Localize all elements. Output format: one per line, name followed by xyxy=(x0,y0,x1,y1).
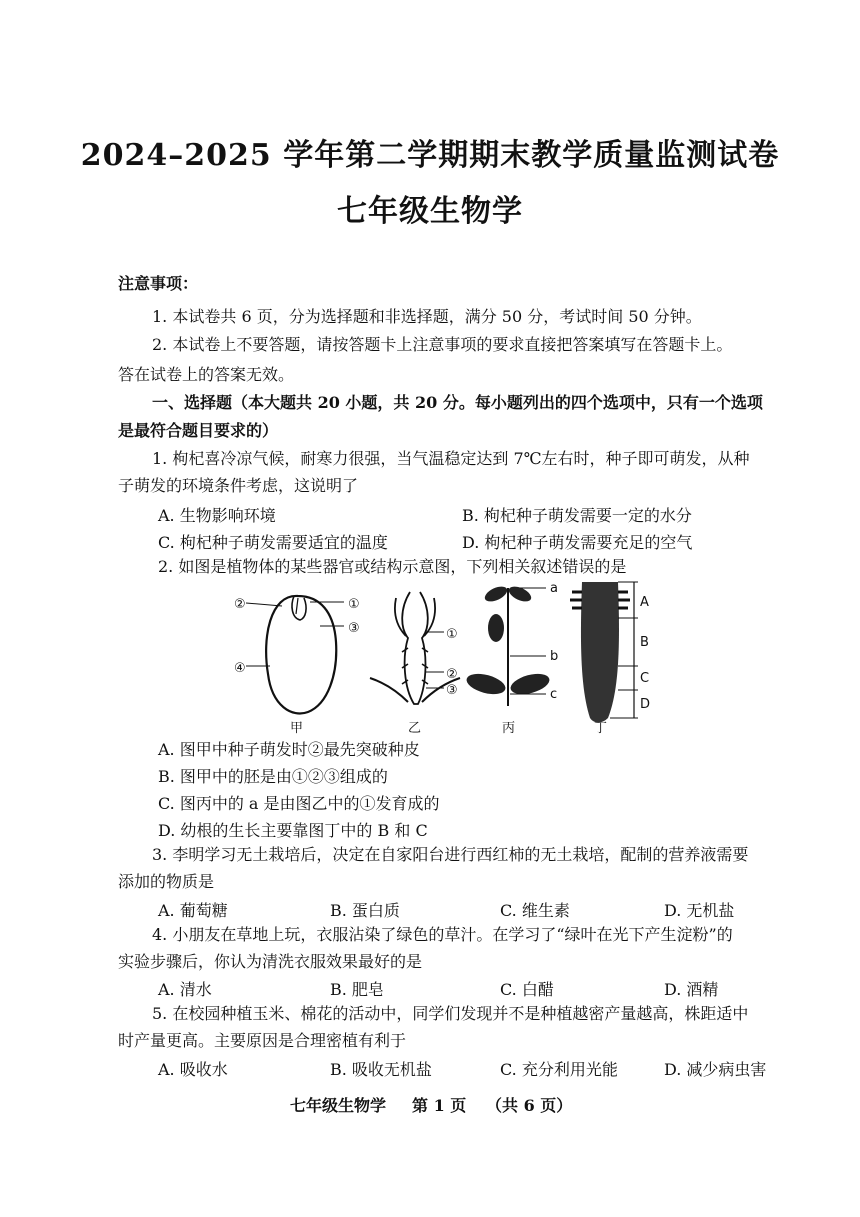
question-2-option-d: D. 幼根的生长主要靠图丁中的 B 和 C xyxy=(158,821,428,840)
seed-label-2: ② xyxy=(234,597,246,612)
question-1-stem-line2: 子萌发的环境条件考虑，这说明了 xyxy=(118,476,359,495)
figure-stem-bing xyxy=(464,581,558,736)
question-2-option-b: B. 图甲中的胚是由①②③组成的 xyxy=(158,767,388,786)
figure-root-ding xyxy=(570,582,650,736)
root-label-C: C xyxy=(640,671,650,686)
bud-label-2: ② xyxy=(446,667,458,682)
footer-page: 第 1 页 xyxy=(412,1096,467,1115)
question-4-option-a: A. 清水 xyxy=(158,980,212,999)
page-subtitle: 七年级生物学 xyxy=(337,194,523,229)
bud-label-1: ① xyxy=(446,627,458,642)
question-4-option-c: C. 白醋 xyxy=(500,980,554,999)
figure-seed-jia xyxy=(234,596,360,736)
question-3-stem-line1: 3. 李明学习无土栽培后，决定在自家阳台进行西红柿的无土栽培，配制的营养液需要 xyxy=(152,845,749,864)
question-1-stem-line1: 1. 枸杞喜冷凉气候，耐寒力很强，当气温稳定达到 7℃左右时，种子即可萌发，从种 xyxy=(152,449,750,468)
question-2-option-a: A. 图甲中种子萌发时②最先突破种皮 xyxy=(158,740,420,759)
question-1-option-b: B. 枸杞种子萌发需要一定的水分 xyxy=(462,506,692,525)
question-3-option-a: A. 葡萄糖 xyxy=(158,901,228,920)
stem-label-a: a xyxy=(550,581,558,596)
page-title: 2024–2025 学年第二学期期末教学质量监测试卷 xyxy=(80,138,780,173)
caption-bing: 丙 xyxy=(502,721,516,736)
question-4-option-b: B. 肥皂 xyxy=(330,980,384,999)
footer-subject: 七年级生物学 xyxy=(290,1096,387,1115)
question-5-stem-line1: 5. 在校园种植玉米、棉花的活动中，同学们发现并不是种植越密产量越高，株距适中 xyxy=(152,1004,749,1023)
question-5-stem-line2: 时产量更高。主要原因是合理密植有利于 xyxy=(118,1031,407,1050)
question-4-stem-line2: 实验步骤后，你认为清洗衣服效果最好的是 xyxy=(118,952,423,971)
section-heading-line1: 一、选择题（本大题共 20 小题，共 20 分。每小题列出的四个选项中，只有一个选项 xyxy=(152,393,763,412)
caption-ding: 丁 xyxy=(594,721,608,736)
seed-label-1: ① xyxy=(348,597,360,612)
stem-label-c: c xyxy=(550,687,558,702)
seed-label-4: ④ xyxy=(234,661,246,676)
question-1-option-d: D. 枸杞种子萌发需要充足的空气 xyxy=(462,533,693,552)
question-1-option-c: C. 枸杞种子萌发需要适宜的温度 xyxy=(158,533,388,552)
caption-yi: 乙 xyxy=(408,721,422,736)
root-label-D: D xyxy=(640,697,651,712)
notice-item-2a: 2. 本试卷上不要答题，请按答题卡上注意事项的要求直接把答案填写在答题卡上。 xyxy=(152,335,733,354)
footer-total: （共 6 页） xyxy=(486,1096,573,1115)
question-3-option-b: B. 蛋白质 xyxy=(330,901,400,920)
notice-heading: 注意事项： xyxy=(118,274,199,293)
question-5-option-a: A. 吸收水 xyxy=(158,1060,228,1079)
question-4-stem-line1: 4. 小朋友在草地上玩，衣服沾染了绿色的草汁。在学习了“绿叶在光下产生淀粉”的 xyxy=(152,925,733,944)
seed-label-3: ③ xyxy=(348,621,360,636)
notice-item-1: 1. 本试卷共 6 页，分为选择题和非选择题，满分 50 分，考试时间 50 分钟。 xyxy=(152,307,702,326)
bud-label-3: ③ xyxy=(446,683,458,698)
stem-label-b: b xyxy=(550,649,559,664)
question-3-option-c: C. 维生素 xyxy=(500,901,570,920)
root-label-A: A xyxy=(640,595,649,610)
question-3-stem-line2: 添加的物质是 xyxy=(118,872,215,891)
question-5-option-c: C. 充分利用光能 xyxy=(500,1060,618,1079)
section-heading-line2: 是最符合题目要求的） xyxy=(118,421,279,440)
question-2-option-c: C. 图丙中的 a 是由图乙中的①发育成的 xyxy=(158,794,440,813)
question-1-option-a: A. 生物影响环境 xyxy=(158,506,276,525)
question-3-option-d: D. 无机盐 xyxy=(664,901,735,920)
caption-jia: 甲 xyxy=(290,721,304,736)
question-5-option-d: D. 减少病虫害 xyxy=(664,1060,767,1079)
question-5-option-b: B. 吸收无机盐 xyxy=(330,1060,432,1079)
root-label-B: B xyxy=(640,635,649,650)
question-4-option-d: D. 酒精 xyxy=(664,980,719,999)
question-2-stem: 2. 如图是植物体的某些器官或结构示意图，下列相关叙述错误的是 xyxy=(158,557,627,576)
plant-structure-figure xyxy=(220,578,660,738)
notice-item-2b: 答在试卷上的答案无效。 xyxy=(118,365,295,384)
figure-bud-yi xyxy=(370,592,460,736)
